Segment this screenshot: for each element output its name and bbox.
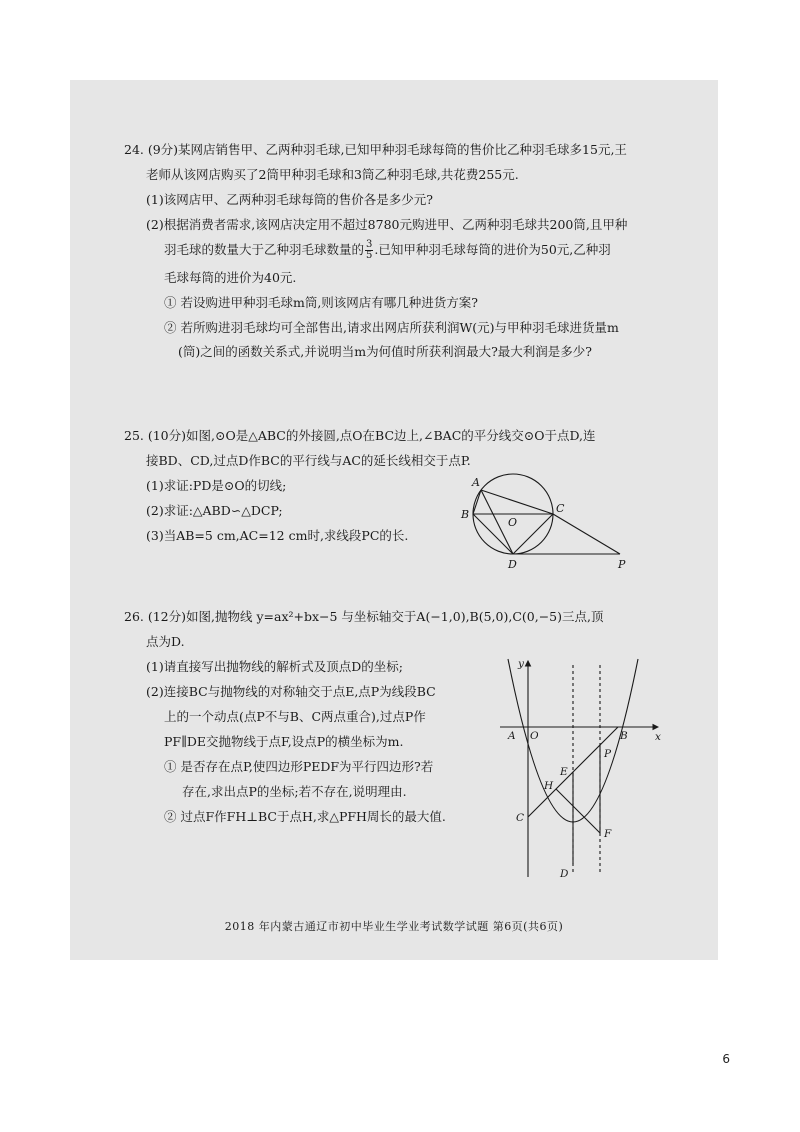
q26-part2-line3: PF∥DE交抛物线于点F,设点P的横坐标为m. [164,734,404,749]
q24-part2-line3: 毛球每筒的进价为40元. [164,270,297,285]
label-o: O [530,730,539,742]
page-footer: 2018 年内蒙古通辽市初中毕业生学业考试数学试题 第6页(共6页) [224,920,564,933]
q26-line1: 26. (12分)如图,抛物线 y=ax²+bx−5 与坐标轴交于A(−1,0),B(5,0),C(0,−5)三点,顶 [124,609,604,624]
label-o: O [508,516,518,529]
q24-part1: (1)该网店甲、乙两种羽毛球每筒的售价各是多少元? [146,192,433,207]
label-d: D [560,868,569,880]
label-a: A [508,730,516,742]
q24-sub1: ① 若设购进甲种羽毛球m筒,则该网店有哪几种进货方案? [164,295,479,310]
segment-ab [473,490,481,514]
label-c: C [556,502,565,515]
q26-sub1: ① 是否存在点P,使四边形PEDF为平行四边形?若 [164,759,434,774]
q26-part1: (1)请直接写出抛物线的解析式及顶点D的坐标; [146,659,403,674]
fraction-numerator: 3 [366,239,373,250]
q25-part3: (3)当AB=5 cm,AC=12 cm时,求线段PC的长. [146,528,409,543]
label-b: B [620,730,628,742]
label-f: F [604,828,612,840]
segment-ap [553,514,620,554]
q24-part2-pre: 羽毛球的数量大于乙种羽毛球数量的 [164,242,365,257]
page-number: 6 [722,1052,730,1066]
label-d: D [508,558,517,571]
q26-line2: 点为D. [146,634,185,649]
label-p: P [604,748,612,760]
label-a: A [472,476,480,489]
fraction-three-fifths [365,240,373,261]
q26-sub1-line2: 存在,求出点P的坐标;若不存在,说明理由. [182,784,407,799]
label-e: E [560,766,568,778]
label-y: y [518,658,524,670]
q24-line2: 老师从该网店购买了2筒甲种羽毛球和3筒乙种羽毛球,共花费255元. [146,167,519,182]
label-x: x [655,731,661,743]
q25-line1: 25. (10分)如图,⊙O是△ABC的外接圆,点O在BC边上,∠BAC的平分线交⊙O于点D,连 [124,428,596,443]
q26-part2: (2)连接BC与抛物线的对称轴交于点E,点P为线段BC [146,684,436,699]
segment-fh [556,789,600,833]
q26-sub2: ② 过点F作FH⊥BC于点H,求△PFH周长的最大值. [164,809,446,824]
label-h: H [544,780,554,792]
q25-part1: (1)求证:PD是⊙O的切线; [146,478,287,493]
q25-line2: 接BD、CD,过点D作BC的平行线与AC的延长线相交于点P. [146,453,471,468]
label-p: P [618,558,626,571]
q24-part2-post: .已知甲种羽毛球每筒的进价为50元,乙种羽 [374,242,611,257]
fraction-denominator: 5 [366,250,373,261]
q25-part2: (2)求证:△ABD∽△DCP; [146,503,283,518]
label-c: C [516,812,525,824]
q24-sub2-line2: (筒)之间的函数关系式,并说明当m为何值时所获利润最大?最大利润是多少? [178,344,592,359]
q24-part2: (2)根据消费者需求,该网店决定用不超过8780元购进甲、乙两种羽毛球共200筒,且甲种 [146,217,628,232]
q24-part2-line2 [164,240,611,261]
q26-parabola-figure [500,655,665,885]
q26-part2-line2: 上的一个动点(点P不与B、C两点重合),过点P作 [164,709,426,724]
segment-cd [513,514,553,554]
label-b: B [461,508,470,521]
q24-sub2: ② 若所购进羽毛球均可全部售出,请求出网店所获利润W(元)与甲种羽毛球进货量m [164,320,619,335]
scanned-page [70,80,718,960]
q24-line1: 24. (9分)某网店销售甲、乙两种羽毛球,已知甲种羽毛球每筒的售价比乙种羽毛球多15元,王 [124,142,627,157]
q25-circle-figure [458,464,638,576]
segment-bd [473,514,513,554]
